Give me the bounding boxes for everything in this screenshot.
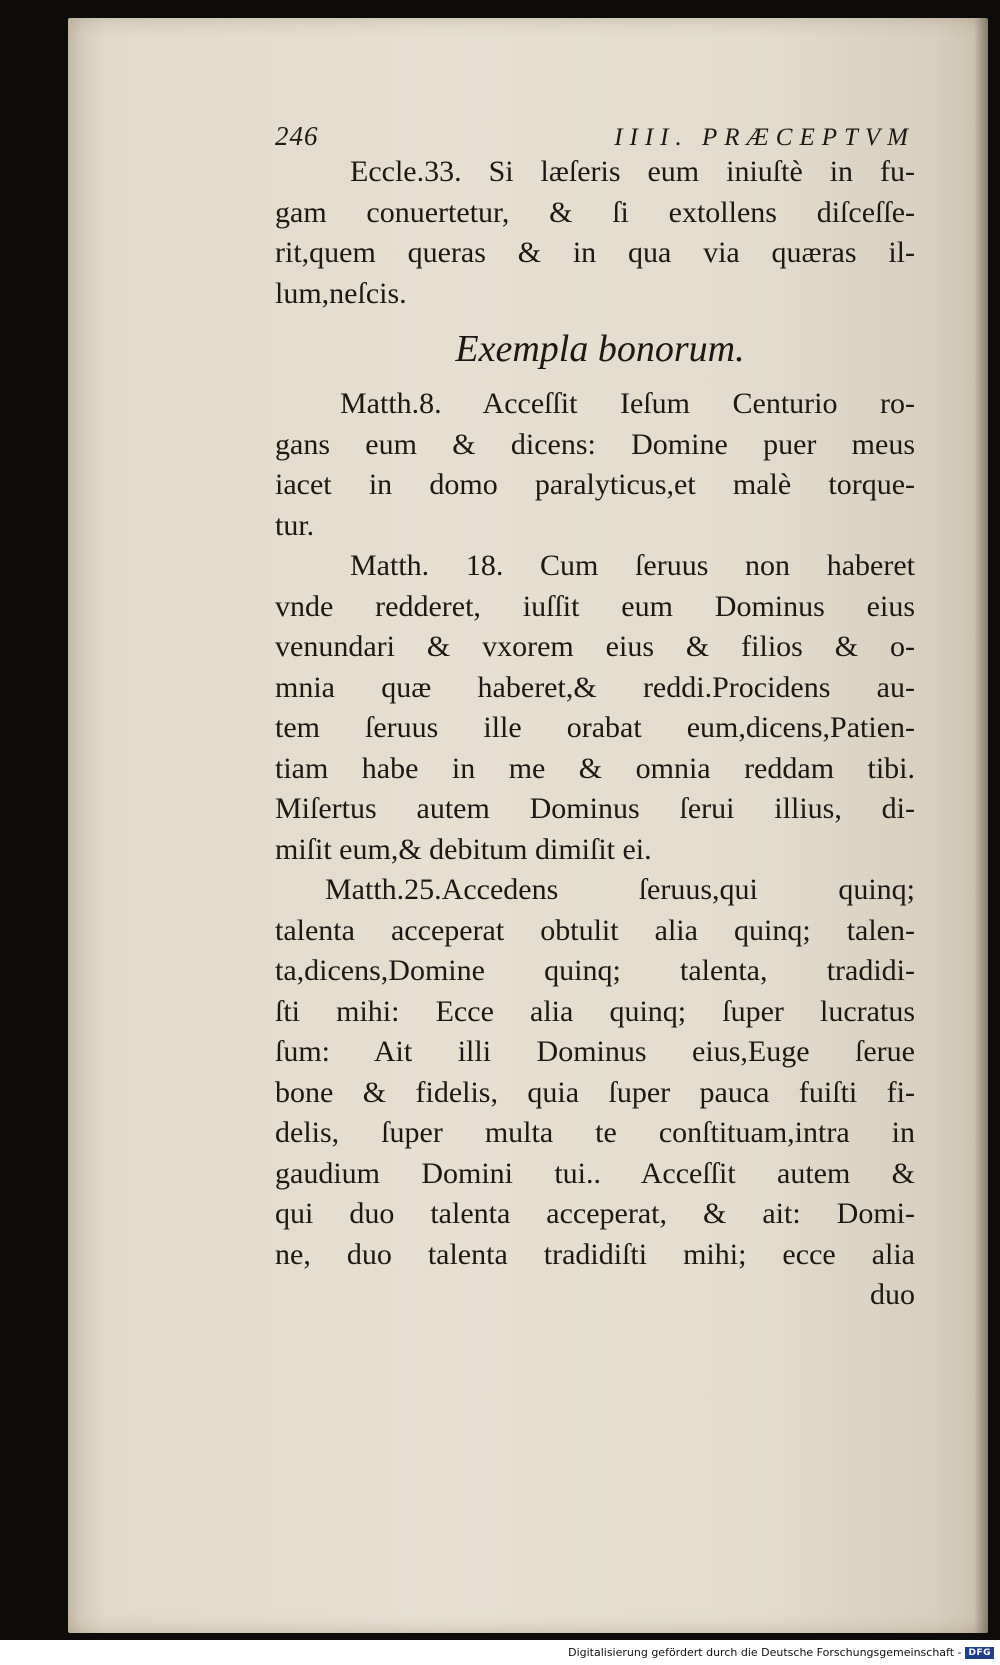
page-edge-shadow [974,18,988,1633]
text-line: gans eum & dicens: Domine puer meus [275,427,915,461]
text-line: gaudium Domini tui.. Acceſſit autem & [275,1156,915,1190]
text-line: bone & fidelis, quia ſuper pauca fuiſti fi- [275,1075,915,1109]
text-line: Matth.25.Accedens ſeruus,qui quinq; [325,873,915,906]
text-line: gam conuertetur, & ſi extollens diſceſſe- [275,195,915,229]
text-line: ne, duo talenta tradidiſti mihi; ecce alia [275,1237,915,1271]
running-title: IIII. PRÆCEPTVM [614,124,915,151]
text-line: iacet in domo paralyticus,et malè torque- [275,468,915,501]
text-line: qui duo talenta acceperat, & ait: Domi- [275,1197,915,1230]
text-line: tem ſeruus ille orabat eum,dicens,Patien- [275,711,915,744]
page-number: 246 [275,121,319,151]
footer-credit: Digitalisierung gefördert durch die Deutsche Forschungsgemeinschaft - [568,1646,962,1659]
book-page [68,18,988,1633]
example-matth-25 [275,870,915,1275]
example-matth-18 [275,546,915,870]
text-line: miſit eum,& debitum dimiſit ei. [275,832,652,866]
running-head [275,116,915,150]
text-line: venundari & vxorem eius & filios & o- [275,630,915,663]
text-line: vnde redderet, iuſſit eum Dominus eius [275,589,915,623]
text-line: ſti mihi: Ecce alia quinq; ſuper lucratus [275,994,915,1028]
page-text [275,116,915,1316]
example-matth-8 [275,384,915,546]
text-line: talenta acceperat obtulit alia quinq; talen- [275,913,915,947]
text-line: tiam habe in me & omnia reddam tibi. [275,751,915,785]
section-heading: Exempla bonorum. [455,328,745,370]
text-line: delis, ſuper multa te conſtituam,intra in [275,1116,915,1149]
dfg-logo: DFG [965,1647,994,1659]
paragraph-eccle [275,152,915,314]
text-line: Miſertus autem Dominus ſerui illius, di- [275,792,915,825]
text-line: Matth. 18. Cum ſeruus non haberet [350,549,915,582]
digitization-footer [0,1640,1000,1665]
catchword: duo [870,1278,915,1311]
text-line: Eccle.33. Si læſeris eum iniuſtè in fu- [350,155,915,188]
text-line: mnia quæ haberet,& reddi.Procidens au- [275,670,915,704]
text-line: ta,dicens,Domine quinq; talenta, tradidi- [275,954,915,987]
text-line: Matth.8. Acceſſit Ieſum Centurio ro- [340,387,915,420]
text-line: lum,neſcis. [275,276,407,310]
text-line: rit,quem queras & in qua via quæras il- [275,236,915,269]
text-line: ſum: Ait illi Dominus eius,Euge ſerue [275,1035,915,1068]
text-line: tur. [275,508,315,542]
